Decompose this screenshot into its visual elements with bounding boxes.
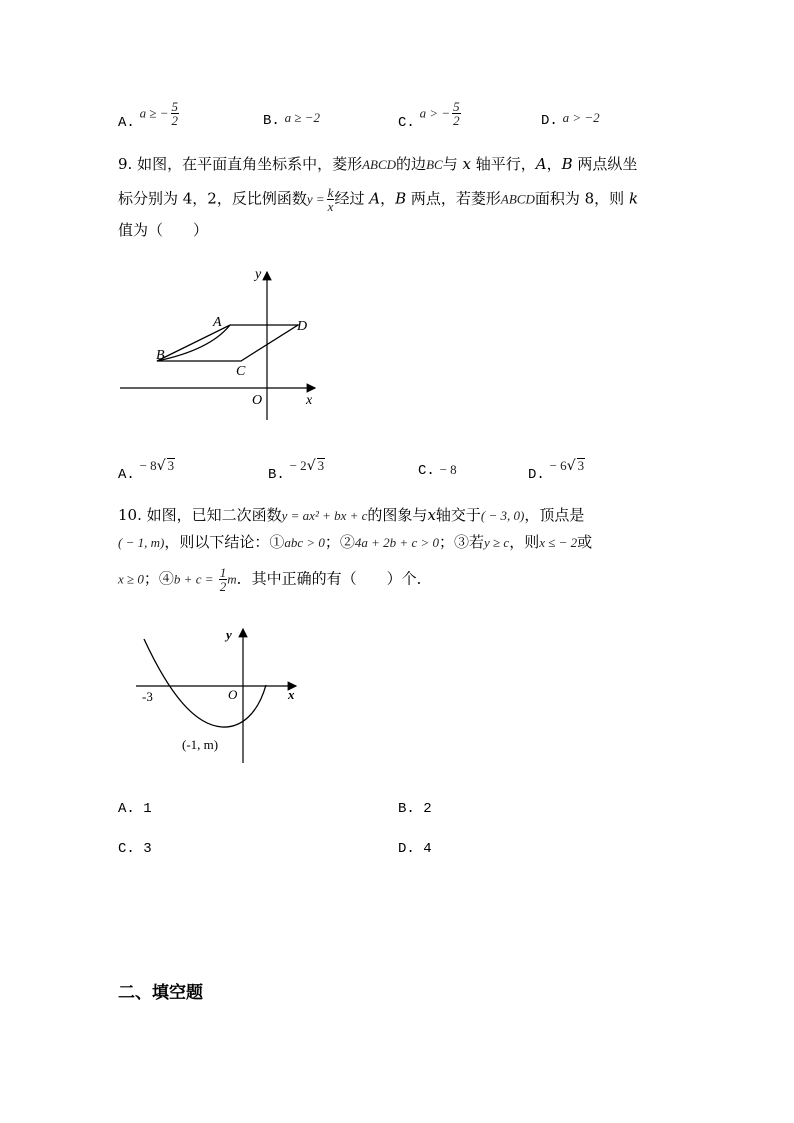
sqrt-icon: √ — [306, 458, 316, 474]
fraction: $\frac{5}{2}$ — [171, 99, 179, 128]
option-label: C. — [398, 114, 415, 131]
option-label: B. — [263, 113, 280, 129]
q9-option-c: C. − 8 — [418, 462, 457, 479]
label-o: O — [252, 393, 263, 408]
sqrt-icon: √ — [566, 458, 576, 474]
fraction: $\frac{5}{2}$ — [453, 99, 460, 128]
fraction: $\frac{1}{2}$ — [219, 565, 227, 594]
q9-option-d: D. − 6√ 3 — [528, 458, 585, 483]
label-x: x — [306, 393, 313, 408]
option-expr: a ≥ − — [139, 105, 169, 121]
q9-option-a: A. − 8√ 3 — [118, 458, 175, 483]
label-y: y — [255, 267, 262, 282]
label-a: A — [213, 315, 222, 330]
q10-option-b: B. 2 — [398, 801, 432, 817]
q9-line-2: 标分别为 4，2，反比例函数y = $\frac{k}{x}$ 经过 A，B 两点，若菱形ABCD面积为 8，则 k — [118, 185, 639, 214]
q9-line-1: 9. 如图，在平面直角坐标系中，菱形ABCD的边BC与 x 轴平行，A，B 两点纵坐 — [118, 155, 638, 173]
q8-option-b — [263, 108, 320, 127]
q10-option-a: A. 1 — [118, 801, 152, 817]
label-d: D — [297, 319, 308, 334]
label-x: x — [288, 687, 295, 702]
label-o: O — [228, 687, 238, 702]
label-vertex: (-1, m) — [182, 737, 219, 752]
label-b: B — [156, 348, 165, 363]
q9-option-b: B. − 2√ 3 — [268, 458, 325, 483]
section-heading: 二、填空题 — [118, 983, 203, 1003]
option-label: A. — [118, 114, 135, 131]
option-label: D. — [541, 113, 558, 129]
q9-line-3: 值为（ ） — [118, 221, 209, 239]
label-y: y — [226, 627, 232, 642]
q10-line-1: 10. 如图，已知二次函数y = ax² + bx + c的图象与x轴交于( − 3, 0)，顶点是 — [118, 506, 585, 524]
q10-option-c: C. 3 — [118, 841, 152, 857]
q10-line-3: x ≥ 0；④b + c = $\frac{1}{2}$ m．其中正确的有（ ）个． — [118, 565, 432, 594]
fraction: $\frac{k}{x}$ — [327, 185, 334, 214]
q8-option-a — [118, 99, 179, 131]
q9-figure — [110, 262, 330, 427]
parabola-curve — [144, 639, 266, 727]
sqrt-icon: √ — [156, 458, 166, 474]
q10-figure — [130, 625, 310, 770]
option-expr: a > −2 — [562, 110, 600, 125]
label-neg3: -3 — [142, 689, 153, 704]
option-expr: a > − — [419, 105, 451, 121]
q8-option-c — [398, 99, 461, 131]
q10-option-d: D. 4 — [398, 841, 432, 857]
option-expr: a ≥ −2 — [284, 110, 321, 125]
label-c: C — [236, 364, 246, 379]
q8-option-d — [541, 108, 600, 127]
q10-line-2: ( − 1, m)，则以下结论：①abc > 0；②4a + 2b + c > 0；③若y ≥ c，则x ≤ − 2或 — [118, 533, 593, 551]
